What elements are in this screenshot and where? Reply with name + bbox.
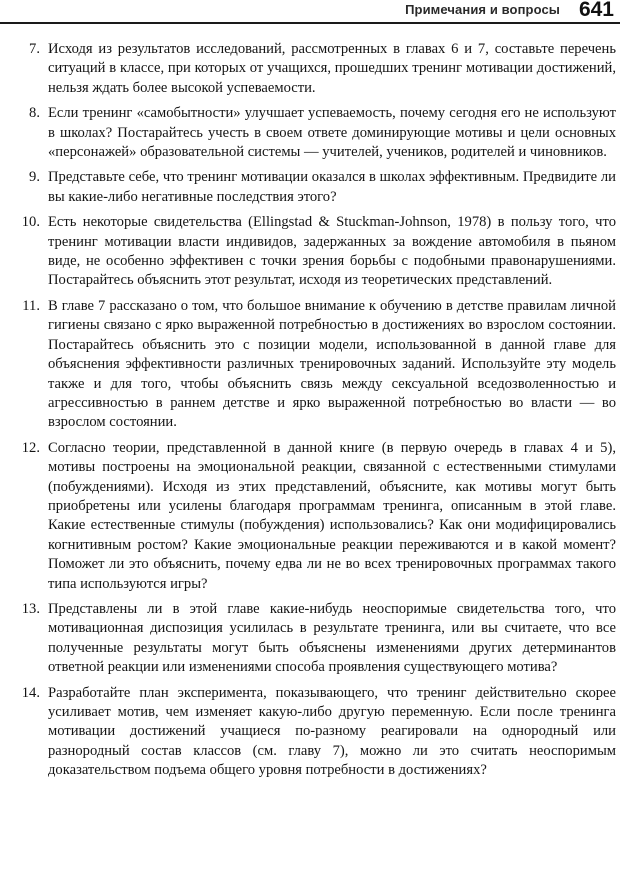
question-text: В главе 7 рассказано о том, что большое внимание к обучению в детстве правилам личной гигиены связано с ярко выраженной потребностью в достижениях во взрослом состоянии. Постарайтесь объяснить это с позиции модели, использованной в данной главе для объяснения эффективности различных тренировочных заданий. Используйте эту модель также и для того, чтобы объяснить связь между сексуальной вседозволенностью и агрессивностью в раннем детстве и ярко выраженной потребностью во власти — во взрослом состоянии. [48, 297, 616, 431]
question-text: Исходя из результатов исследований, рассмотренных в главах 6 и 7, составьте перечень ситуаций в классе, при которых от учащихся, прошедших тренинг мотивации достижений, нельзя ждать более высокой успеваемости. [48, 41, 616, 96]
question-11 [16, 297, 616, 433]
question-number: 8. [29, 105, 40, 122]
question-13 [16, 600, 616, 678]
running-title: Примечания и вопросы [405, 2, 560, 17]
question-text: Если тренинг «самобытности» улучшает успеваемость, почему сегодня его не используют в школах? Постарайтесь учесть в своем ответе доминирующие мотивы и цели основных «персонажей» образовательной системы — учителей, учеников, родителей и чиновников. [48, 105, 616, 161]
question-text: Представлены ли в этой главе какие-нибудь неоспоримые свидетельства того, что мотивационная диспозиция усилилась в результате тренинга, или вы считаете, что все полученные результаты могут быть объяснены изменениями других детерминантов ответной реакции или изменениями способа проявления существующего мотива? [48, 600, 616, 676]
questions-list [16, 40, 616, 787]
header-rule [0, 22, 620, 24]
question-7 [16, 40, 616, 98]
question-number: 12. [21, 439, 40, 456]
question-12 [16, 439, 616, 594]
question-10 [16, 213, 616, 291]
question-8 [16, 104, 616, 162]
question-text: Согласно теории, представленной в данной книге (в первую очередь в главах 4 и 5), мотивы построены на эмоциональной реакции, связанной с естественными стимулами (побуждениями). Исходя из этих представлений, объясните, как мотивы могут быть приобретены или усилены благодаря программам тренинга, описанным в этой главе. Какие естественные стимулы (побуждения) использовались? Как они модифицировались когнитивным ростом? Какие эмоциональные реакции переживаются и в какой момент? Поможет ли это объяснить, почему едва ли не во всех тренировочных программах такого типа используются игры? [48, 439, 616, 592]
page-number: 641 [578, 0, 614, 21]
question-number: 14. [21, 684, 40, 701]
question-14 [16, 684, 616, 781]
page-header [0, 0, 620, 24]
question-number: 13. [21, 600, 40, 617]
question-text: Есть некоторые свидетельства (Ellingstad & Stuckman-Johnson, 1978) в пользу того, что тренинг мотивации власти индивидов, задержанных за вождение автомобиля в пьяном виде, не особенно эффективен с точки зрения борьбы с подобными правонарушениями. Постарайтесь объяснить этот результат, исходя из теоретических представлений. [48, 214, 616, 289]
question-text: Представьте себе, что тренинг мотивации оказался в школах эффективным. Предвидите ли вы какие-либо негативные последствия этого? [48, 169, 616, 205]
question-9 [16, 168, 616, 207]
question-number: 7. [29, 41, 40, 57]
question-number: 9. [29, 169, 40, 186]
question-text: Разработайте план эксперимента, показывающего, что тренинг действительно скорее усиливает мотив, чем изменяет какую-либо другую переменную. Если после тренинга мотивации достижений учащиеся по-разному реагировали на однородный или разнородный состав классов (см. главу 7), можно ли это считать неоспоримым доказательством подъема общего уровня потребности в достижениях? [48, 684, 616, 779]
question-number: 11. [22, 297, 40, 314]
question-number: 10. [21, 214, 40, 231]
